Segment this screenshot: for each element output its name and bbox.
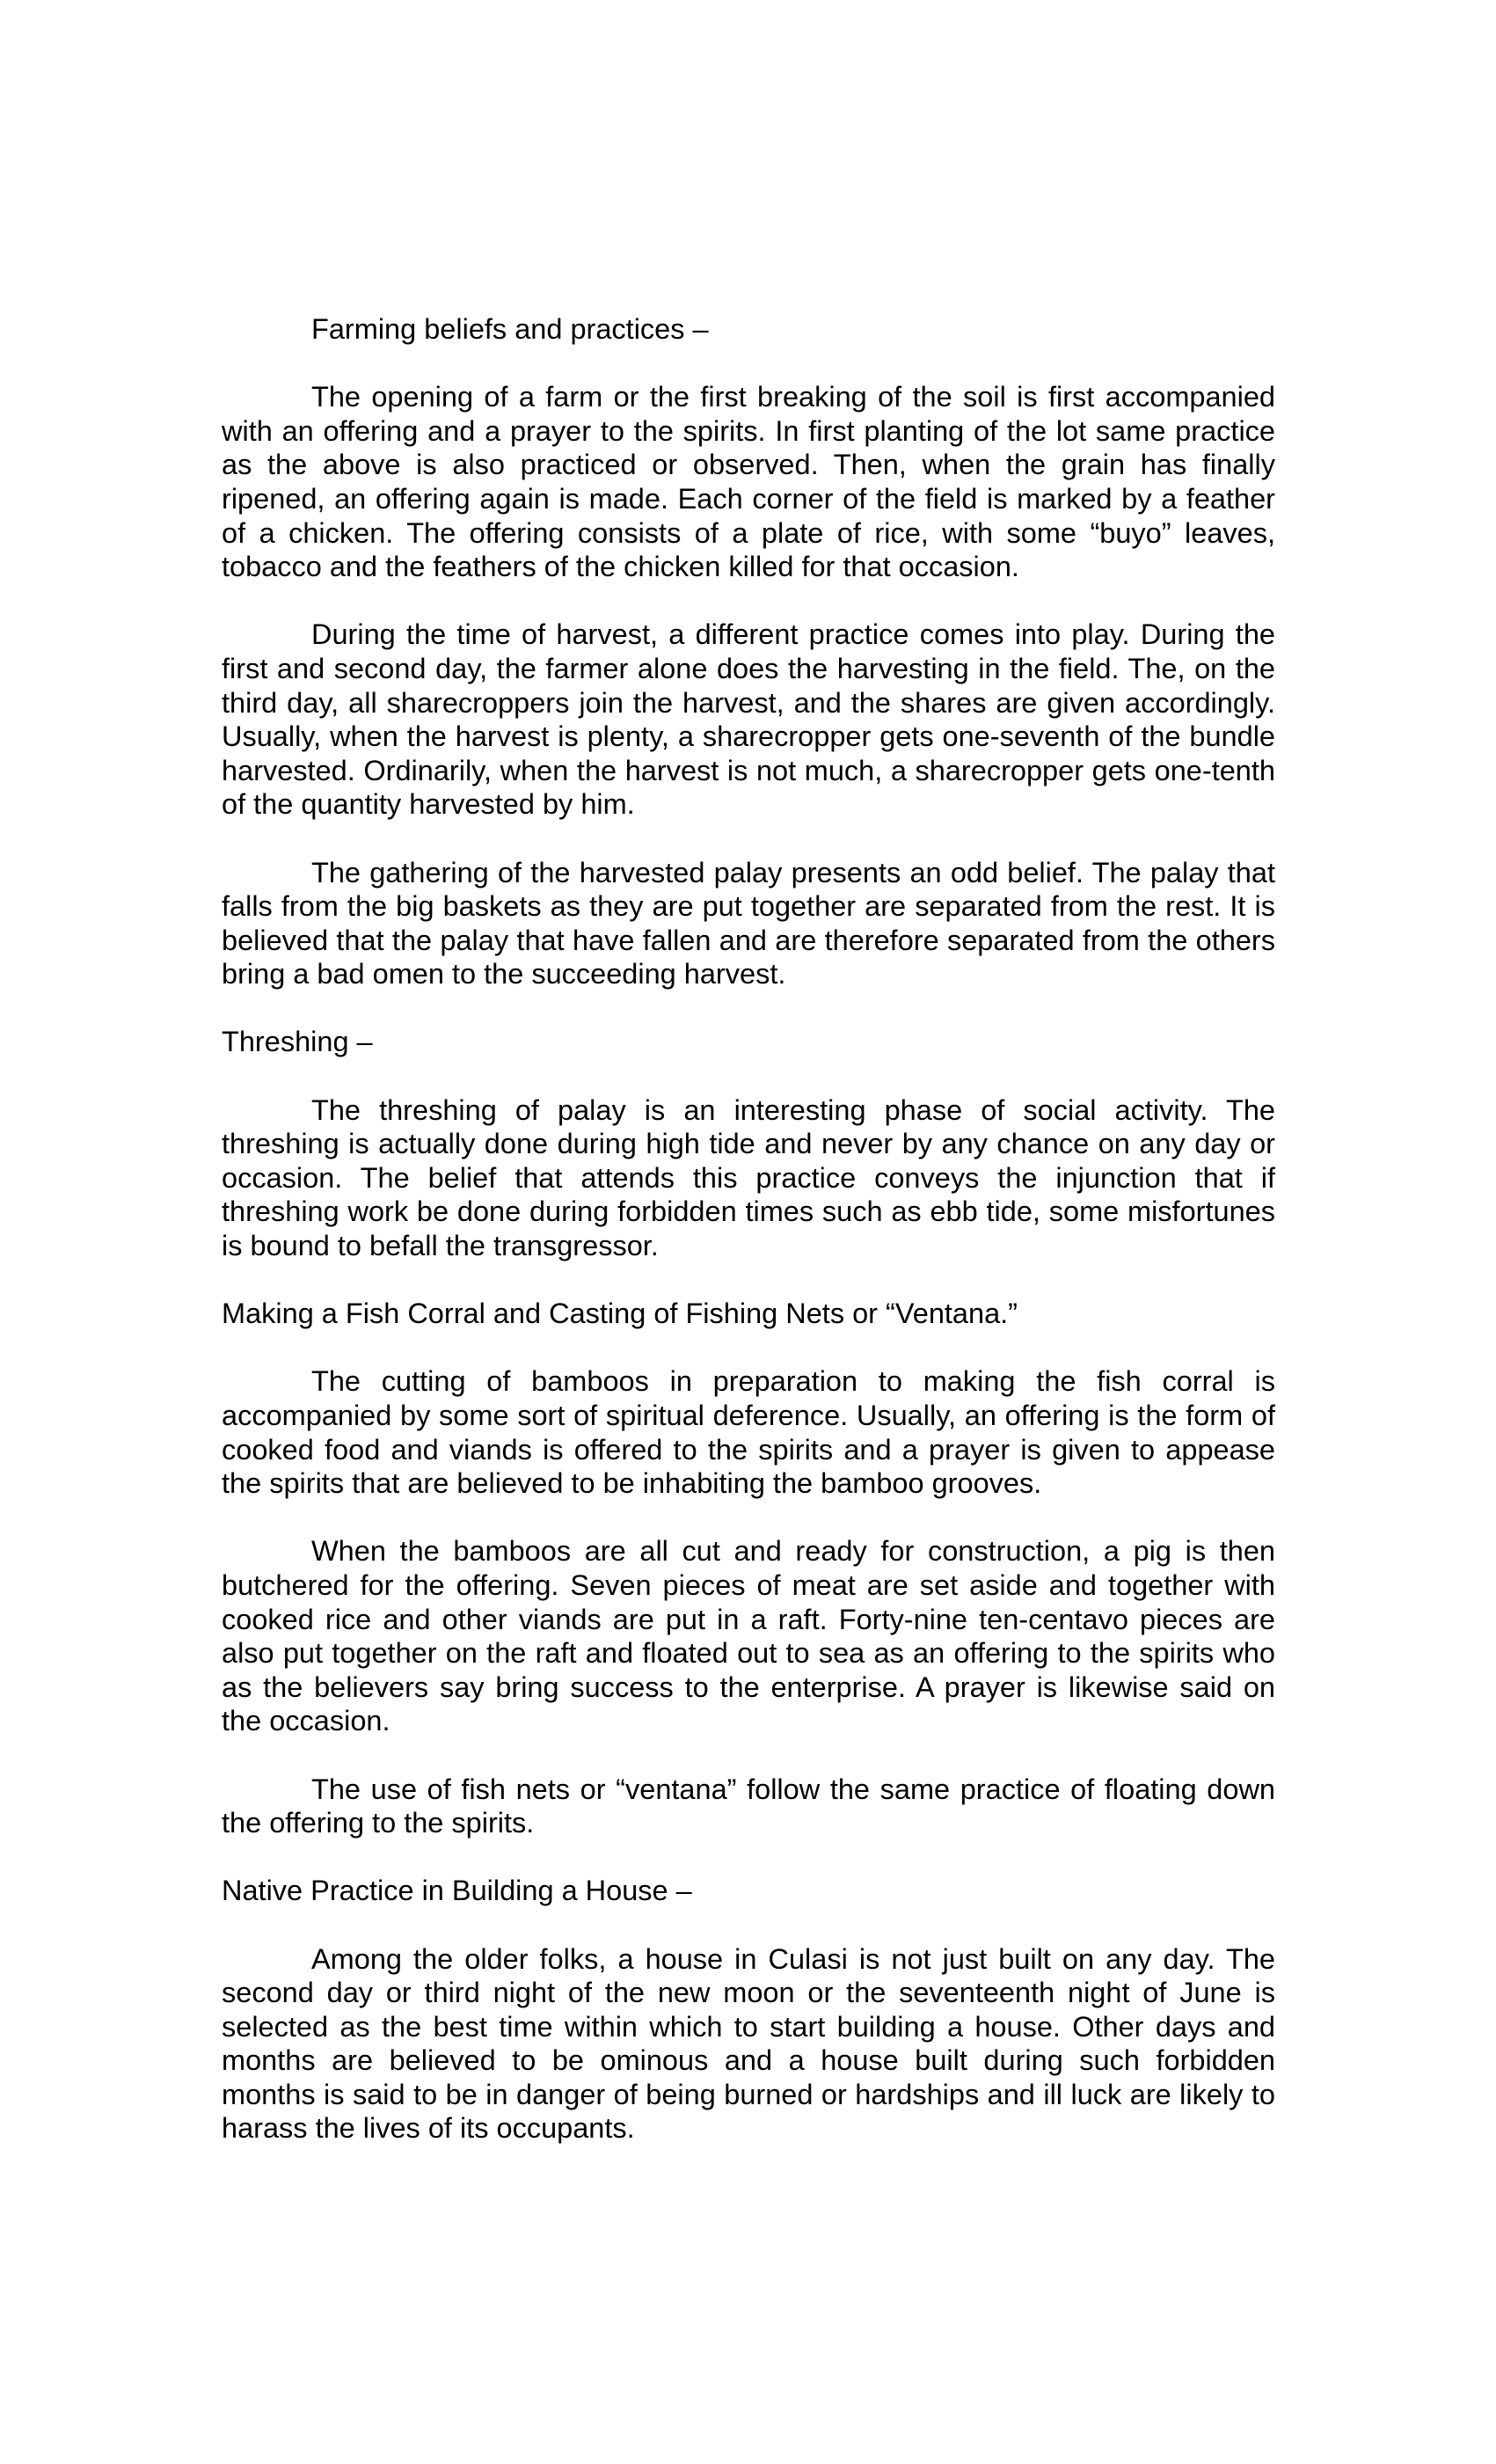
- paragraph-threshing: The threshing of palay is an interesting phase of social activity. The threshing is actually done during high tide and never by any chance on any day or occasion. The belief that attends this practice conveys the injunction that if threshing work be done during forbidden times such as ebb tide, some misfortunes is bound to befall the transgressor.: [222, 1093, 1275, 1262]
- paragraph-farm-opening: The opening of a farm or the first breaking of the soil is first accompanied with an offering and a prayer to the spirits. In first planting of the lot same practice as the above is also practiced or observed. Then, when the grain has finally ripened, an offering again is made. Each corner of the field is marked by a feather of a chicken. The offering consists of a plate of rice, with some “buyo” leaves, tobacco and the feathers of the chicken killed for that occasion.: [222, 381, 1275, 583]
- paragraph-harvest-time: During the time of harvest, a different practice comes into play. During the first and second day, the farmer alone does the harvesting in the field. The, on the third day, all sharecroppers join the harvest, and the shares are given accordingly. Usually, when the harvest is plenty, a sharecropper gets one-seventh of the bundle harvested. Ordinarily, when the harvest is not much, a sharecropper gets one-tenth of the quantity harvested by him.: [222, 618, 1275, 821]
- paragraph-bamboo-cutting: The cutting of bamboos in preparation to making the fish corral is accompanied by some sort of spiritual deference. Usually, an offering is the form of cooked food and viands is offered to the spirits and a prayer is given to appease the spirits that are believed to be inhabiting the bamboo grooves.: [222, 1365, 1275, 1500]
- paragraph-pig-offering: When the bamboos are all cut and ready for construction, a pig is then butchered for the offering. Seven pieces of meat are set aside and together with cooked rice and other viands are put in a raft. Forty-nine ten-centavo pieces are also put together on the raft and floated out to sea as an offering to the spirits who as the believers say bring success to the enterprise. A prayer is likewise said on the occasion.: [222, 1535, 1275, 1737]
- paragraph-gathering-palay: The gathering of the harvested palay presents an odd belief. The palay that falls from the big baskets as they are put together are separated from the rest. It is believed that the palay that have fallen and are therefore separated from the others bring a bad omen to the succeeding harvest.: [222, 856, 1275, 991]
- paragraph-house-building: Among the older folks, a house in Culasi is not just built on any day. The second day or third night of the new moon or the seventeenth night of June is selected as the best time within which to start building a house. Other days and months are believed to be ominous and a house built during such forbidden months is said to be in danger of being burned or hardships and ill luck are likely to harass the lives of its occupants.: [222, 1942, 1275, 2145]
- section-heading-farming: Farming beliefs and practices –: [311, 313, 709, 345]
- section-heading-building-house: Native Practice in Building a House –: [222, 1875, 692, 1907]
- document-page: [222, 312, 1275, 2146]
- section-heading-fish-corral: Making a Fish Corral and Casting of Fishing Nets or “Ventana.”: [222, 1298, 1018, 1330]
- section-heading-threshing: Threshing –: [222, 1026, 373, 1058]
- paragraph-fish-nets: The use of fish nets or “ventana” follow the same practice of floating down the offering to the spirits.: [222, 1773, 1275, 1839]
